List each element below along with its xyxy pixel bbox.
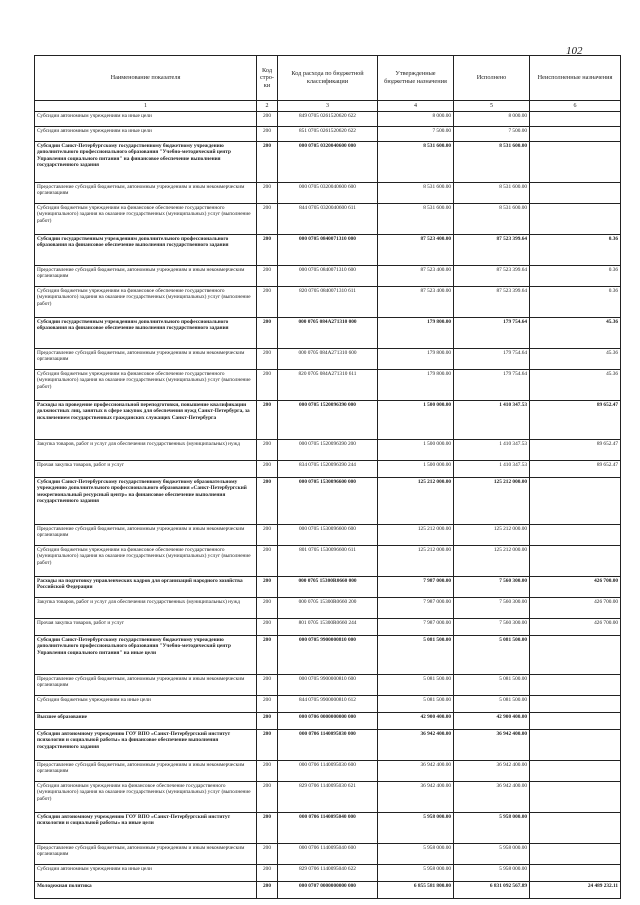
- row-name: Субсидии Санкт-Петербургскому государственному бюджетному учреждению дополнительного профессионального образования "Учебно-методический центр Управления социального питания" на финансовое обеспечение выполнения государственного задания: [35, 142, 257, 183]
- row-approved: 7 987 000.00: [378, 598, 454, 619]
- row-classification: 844 0705 9900000810 612: [278, 696, 378, 713]
- row-code: 200: [257, 782, 278, 813]
- table-row: [35, 112, 621, 127]
- row-approved: 1 500 000.00: [378, 440, 454, 461]
- header-code: Код стро-ки: [257, 56, 278, 101]
- row-executed: 36 942 400.00: [454, 782, 530, 813]
- row-executed: 5 958 000.00: [454, 865, 530, 882]
- table-row: [35, 142, 621, 183]
- header-classification: Код расхода по бюджетной классификации: [278, 56, 378, 101]
- column-number-row: [35, 101, 621, 112]
- row-executed: 5 081 500.00: [454, 636, 530, 675]
- row-unexecuted: 426 700.00: [530, 598, 621, 619]
- row-unexecuted: 0.36: [530, 287, 621, 318]
- row-name: Субсидии Санкт-Петербургскому государственному бюджетному образовательному учреждению дополнительного профессионального образования «Санкт-Петербургский межрегиональный ресурсный центр» на финансовое обеспечение выполнения государственного задания: [35, 478, 257, 525]
- row-code: 200: [257, 401, 278, 440]
- row-approved: 8 000.00: [378, 112, 454, 127]
- row-classification: 829 0706 1140095030 621: [278, 782, 378, 813]
- table-row: [35, 782, 621, 813]
- row-classification: 000 0705 1530096600 600: [278, 525, 378, 546]
- column-number: 6: [530, 101, 621, 112]
- row-code: 200: [257, 318, 278, 349]
- row-unexecuted: 24 489 232.11: [530, 882, 621, 899]
- row-classification: 000 0705 0840071310 000: [278, 235, 378, 266]
- row-executed: 7 560 300.00: [454, 619, 530, 636]
- row-classification: 000 0705 1520096390 000: [278, 401, 378, 440]
- row-executed: 5 958 000.00: [454, 813, 530, 844]
- row-code: 200: [257, 370, 278, 401]
- row-executed: 87 523 399.64: [454, 235, 530, 266]
- row-approved: 125 212 000.00: [378, 525, 454, 546]
- row-approved: 87 523 400.00: [378, 235, 454, 266]
- row-approved: 179 800.00: [378, 318, 454, 349]
- table-row: [35, 370, 621, 401]
- row-classification: 829 0706 1140095040 622: [278, 865, 378, 882]
- row-unexecuted: 89 652.47: [530, 440, 621, 461]
- table-row: [35, 287, 621, 318]
- row-code: 200: [257, 349, 278, 370]
- row-executed: 5 958 000.00: [454, 844, 530, 865]
- row-approved: 7 987 000.00: [378, 619, 454, 636]
- row-executed: 36 942 400.00: [454, 761, 530, 782]
- row-classification: 000 0705 15300R0660 000: [278, 577, 378, 598]
- row-name: Субсидии автономному учреждению ГОУ ВПО «Санкт-Петербургский институт психологии и социальной работы» на иные цели: [35, 813, 257, 844]
- row-executed: 87 523 399.64: [454, 287, 530, 318]
- table-row: [35, 235, 621, 266]
- row-unexecuted: 0.36: [530, 266, 621, 287]
- row-classification: 000 0705 084A271310 000: [278, 318, 378, 349]
- table-row: [35, 546, 621, 577]
- row-classification: 000 0705 1520096390 200: [278, 440, 378, 461]
- row-classification: 000 0706 1140095030 000: [278, 730, 378, 761]
- column-number: 2: [257, 101, 278, 112]
- table-row: [35, 696, 621, 713]
- row-name: Субсидии бюджетным учреждениям на финансовое обеспечение государственного (муниципального) задания на оказание государственных (муниципальных) услуг (выполнение работ): [35, 204, 257, 235]
- table-header: [35, 56, 621, 112]
- row-name: Субсидии бюджетным учреждениям на иные цели: [35, 696, 257, 713]
- row-code: 200: [257, 813, 278, 844]
- table-row: [35, 813, 621, 844]
- row-approved: 125 212 000.00: [378, 546, 454, 577]
- row-name: Закупка товаров, работ и услуг для обеспечения государственных (муниципальных) нужд: [35, 598, 257, 619]
- row-name: Молодежная политика: [35, 882, 257, 899]
- column-number: 4: [378, 101, 454, 112]
- row-approved: 87 523 400.00: [378, 266, 454, 287]
- row-code: 200: [257, 183, 278, 204]
- column-number: 5: [454, 101, 530, 112]
- row-executed: 42 900 400.00: [454, 713, 530, 730]
- row-executed: 1 410 347.53: [454, 401, 530, 440]
- row-unexecuted: [530, 112, 621, 127]
- row-classification: 000 0705 1530096600 000: [278, 478, 378, 525]
- table-row: [35, 401, 621, 440]
- row-classification: 801 0705 1530096600 611: [278, 546, 378, 577]
- row-unexecuted: [530, 478, 621, 525]
- row-classification: 000 0705 084A271310 600: [278, 349, 378, 370]
- row-executed: 179 754.64: [454, 318, 530, 349]
- row-approved: 5 958 000.00: [378, 813, 454, 844]
- row-name: Субсидии автономным учреждениям на иные цели: [35, 127, 257, 142]
- header-unexecuted: Неисполненные назначения: [530, 56, 621, 101]
- row-name: Предоставление субсидий бюджетным, автономным учреждениям и иным некоммерческим организациям: [35, 761, 257, 782]
- row-classification: 000 0706 1140095040 600: [278, 844, 378, 865]
- row-name: Предоставление субсидий бюджетным, автономным учреждениям и иным некоммерческим организациям: [35, 183, 257, 204]
- header-executed: Исполнено: [454, 56, 530, 101]
- table-row: [35, 266, 621, 287]
- row-executed: 5 081 500.00: [454, 696, 530, 713]
- row-approved: 5 958 000.00: [378, 844, 454, 865]
- table-row: [35, 478, 621, 525]
- table-row: [35, 525, 621, 546]
- row-code: 200: [257, 598, 278, 619]
- row-executed: 6 831 092 567.89: [454, 882, 530, 899]
- row-approved: 1 500 000.00: [378, 401, 454, 440]
- table-row: [35, 461, 621, 478]
- row-executed: 36 942 400.00: [454, 730, 530, 761]
- table-body: [35, 112, 621, 899]
- row-executed: 1 410 347.53: [454, 440, 530, 461]
- row-executed: 7 560 300.00: [454, 577, 530, 598]
- row-approved: 7 500.00: [378, 127, 454, 142]
- row-code: 200: [257, 675, 278, 696]
- row-code: 200: [257, 696, 278, 713]
- row-code: 200: [257, 844, 278, 865]
- row-executed: 8 531 600.00: [454, 142, 530, 183]
- row-code: 200: [257, 865, 278, 882]
- row-code: 200: [257, 461, 278, 478]
- row-approved: 36 942 400.00: [378, 761, 454, 782]
- table-row: [35, 882, 621, 899]
- row-executed: 8 531 600.00: [454, 183, 530, 204]
- column-number: 3: [278, 101, 378, 112]
- row-approved: 1 500 000.00: [378, 461, 454, 478]
- row-executed: 125 212 000.00: [454, 478, 530, 525]
- row-classification: 000 0706 0000000000 000: [278, 713, 378, 730]
- row-approved: 5 958 000.00: [378, 865, 454, 882]
- row-code: 200: [257, 761, 278, 782]
- table-row: [35, 844, 621, 865]
- table-row: [35, 598, 621, 619]
- row-name: Субсидии бюджетным учреждениям на финансовое обеспечение государственного (муниципального) задания на оказание государственных (муниципальных) услуг (выполнение работ): [35, 370, 257, 401]
- row-classification: 000 0705 9900000810 600: [278, 675, 378, 696]
- row-approved: 8 531 600.00: [378, 183, 454, 204]
- row-approved: 36 942 400.00: [378, 782, 454, 813]
- row-unexecuted: 45.36: [530, 370, 621, 401]
- row-executed: 87 523 399.64: [454, 266, 530, 287]
- row-name: Предоставление субсидий бюджетным, автономным учреждениям и иным некоммерческим организациям: [35, 525, 257, 546]
- row-name: Закупка товаров, работ и услуг для обеспечения государственных (муниципальных) нужд: [35, 440, 257, 461]
- row-code: 200: [257, 235, 278, 266]
- table-row: [35, 349, 621, 370]
- page-number: 102: [566, 45, 583, 57]
- row-unexecuted: [530, 782, 621, 813]
- table-row: [35, 675, 621, 696]
- row-name: Прочая закупка товаров, работ и услуг: [35, 461, 257, 478]
- row-unexecuted: [530, 696, 621, 713]
- row-executed: 125 212 000.00: [454, 546, 530, 577]
- row-approved: 179 800.00: [378, 370, 454, 401]
- row-approved: 8 531 600.00: [378, 204, 454, 235]
- row-classification: 851 0705 0261520620 622: [278, 127, 378, 142]
- row-classification: 000 0705 0840071310 600: [278, 266, 378, 287]
- row-name: Предоставление субсидий бюджетным, автономным учреждениям и иным некоммерческим организациям: [35, 266, 257, 287]
- row-approved: 125 212 000.00: [378, 478, 454, 525]
- row-unexecuted: 45.36: [530, 318, 621, 349]
- row-name: Субсидии Санкт-Петербургскому государственному бюджетному учреждению дополнительного профессионального образования "Учебно-методический центр Управления социального питания" на иные цели: [35, 636, 257, 675]
- row-code: 200: [257, 546, 278, 577]
- row-classification: 000 0706 1140095040 000: [278, 813, 378, 844]
- row-code: 200: [257, 713, 278, 730]
- row-unexecuted: [530, 546, 621, 577]
- header-row: [35, 56, 621, 101]
- row-classification: 801 0705 15300R0660 244: [278, 619, 378, 636]
- row-classification: 000 0705 0320040600 000: [278, 142, 378, 183]
- row-name: Субсидии автономным учреждениям на иные цели: [35, 112, 257, 127]
- row-code: 200: [257, 525, 278, 546]
- row-unexecuted: [530, 636, 621, 675]
- row-unexecuted: 89 652.47: [530, 461, 621, 478]
- row-unexecuted: [530, 525, 621, 546]
- row-name: Субсидии автономным учреждениям на финансовое обеспечение государственного (муниципального) задания на оказание государственных (муниципальных) услуг (выполнение работ): [35, 782, 257, 813]
- row-approved: 179 800.00: [378, 349, 454, 370]
- row-name: Прочая закупка товаров, работ и услуг: [35, 619, 257, 636]
- row-code: 200: [257, 142, 278, 183]
- header-name: Наименование показателя: [35, 56, 257, 101]
- table-row: [35, 440, 621, 461]
- table-row: [35, 636, 621, 675]
- row-approved: 6 855 581 800.00: [378, 882, 454, 899]
- row-code: 200: [257, 440, 278, 461]
- row-name: Субсидии бюджетным учреждениям на финансовое обеспечение государственного (муниципального) задания на оказание государственных (муниципальных) услуг (выполнение работ): [35, 287, 257, 318]
- table-row: [35, 730, 621, 761]
- row-unexecuted: [530, 730, 621, 761]
- row-unexecuted: 0.36: [530, 235, 621, 266]
- row-name: Расходы на подготовку управленческих кадров для организаций народного хозяйства Российской Федерации: [35, 577, 257, 598]
- row-unexecuted: [530, 713, 621, 730]
- row-name: Высшее образование: [35, 713, 257, 730]
- row-approved: 8 531 600.00: [378, 142, 454, 183]
- row-code: 200: [257, 619, 278, 636]
- row-code: 200: [257, 478, 278, 525]
- row-name: Субсидии государственным учреждениям дополнительного профессионального образования на финансовое обеспечение выполнения государственного задания: [35, 318, 257, 349]
- row-classification: 000 0706 1140095030 600: [278, 761, 378, 782]
- row-name: Субсидии бюджетным учреждениям на финансовое обеспечение государственного (муниципального) задания на оказание государственных (муниципальных) услуг (выполнение работ): [35, 546, 257, 577]
- table-row: [35, 183, 621, 204]
- row-executed: 1 410 347.53: [454, 461, 530, 478]
- row-code: 200: [257, 266, 278, 287]
- row-unexecuted: 45.36: [530, 349, 621, 370]
- row-unexecuted: [530, 761, 621, 782]
- row-executed: 8 531 600.00: [454, 204, 530, 235]
- row-classification: 000 0707 0000000000 000: [278, 882, 378, 899]
- row-approved: 5 081 500.00: [378, 675, 454, 696]
- row-unexecuted: [530, 183, 621, 204]
- row-executed: 8 000.00: [454, 112, 530, 127]
- row-executed: 7 500.00: [454, 127, 530, 142]
- row-approved: 7 987 000.00: [378, 577, 454, 598]
- row-approved: 5 081 500.00: [378, 696, 454, 713]
- row-classification: 820 0705 0840071310 611: [278, 287, 378, 318]
- row-name: Предоставление субсидий бюджетным, автономным учреждениям и иным некоммерческим организациям: [35, 675, 257, 696]
- row-approved: 42 900 400.00: [378, 713, 454, 730]
- row-executed: 7 560 300.00: [454, 598, 530, 619]
- row-unexecuted: 426 700.00: [530, 619, 621, 636]
- header-approved: Утвержденные бюджетные назначения: [378, 56, 454, 101]
- column-number: 1: [35, 101, 257, 112]
- row-code: 200: [257, 204, 278, 235]
- row-approved: 87 523 400.00: [378, 287, 454, 318]
- row-classification: 000 0705 9900000810 000: [278, 636, 378, 675]
- row-code: 200: [257, 882, 278, 899]
- row-executed: 5 081 500.00: [454, 675, 530, 696]
- row-unexecuted: [530, 844, 621, 865]
- row-name: Субсидии автономному учреждению ГОУ ВПО «Санкт-Петербургский институт психологии и социальной работы» на финансовое обеспечение выполнения государственного задания: [35, 730, 257, 761]
- row-executed: 179 754.64: [454, 349, 530, 370]
- budget-report-table: [34, 55, 621, 899]
- row-executed: 125 212 000.00: [454, 525, 530, 546]
- row-name: Предоставление субсидий бюджетным, автономным учреждениям и иным некоммерческим организациям: [35, 844, 257, 865]
- row-code: 200: [257, 636, 278, 675]
- row-unexecuted: [530, 813, 621, 844]
- row-code: 200: [257, 577, 278, 598]
- table-row: [35, 865, 621, 882]
- row-classification: 849 0705 0261520620 622: [278, 112, 378, 127]
- row-classification: 000 0705 15300R0660 200: [278, 598, 378, 619]
- row-unexecuted: 426 700.00: [530, 577, 621, 598]
- row-code: 200: [257, 730, 278, 761]
- table-row: [35, 577, 621, 598]
- table-row: [35, 713, 621, 730]
- row-classification: 820 0705 084A271310 611: [278, 370, 378, 401]
- row-code: 200: [257, 112, 278, 127]
- row-name: Субсидии автономным учреждениям на иные цели: [35, 865, 257, 882]
- table-row: [35, 318, 621, 349]
- row-approved: 5 081 500.00: [378, 636, 454, 675]
- table-row: [35, 761, 621, 782]
- row-unexecuted: [530, 127, 621, 142]
- row-code: 200: [257, 127, 278, 142]
- row-name: Предоставление субсидий бюджетным, автономным учреждениям и иным некоммерческим организациям: [35, 349, 257, 370]
- row-classification: 834 0705 1520096390 244: [278, 461, 378, 478]
- row-name: Субсидии государственным учреждениям дополнительного профессионального образования на финансовое обеспечение выполнения государственного задания: [35, 235, 257, 266]
- row-classification: 000 0705 0320040600 600: [278, 183, 378, 204]
- row-unexecuted: 89 652.47: [530, 401, 621, 440]
- row-classification: 844 0705 0320040600 611: [278, 204, 378, 235]
- row-unexecuted: [530, 865, 621, 882]
- row-unexecuted: [530, 142, 621, 183]
- table-row: [35, 619, 621, 636]
- row-approved: 36 942 400.00: [378, 730, 454, 761]
- table-row: [35, 127, 621, 142]
- row-executed: 179 754.64: [454, 370, 530, 401]
- row-code: 200: [257, 287, 278, 318]
- row-unexecuted: [530, 204, 621, 235]
- row-name: Расходы на проведение профессиональной переподготовки, повышение квалификации должностных лиц, занятых в сфере закупок для обеспечения нужд Санкт-Петербурга, за исключением государственных гражданских служащих Санкт-Петербурга: [35, 401, 257, 440]
- row-unexecuted: [530, 675, 621, 696]
- table-row: [35, 204, 621, 235]
